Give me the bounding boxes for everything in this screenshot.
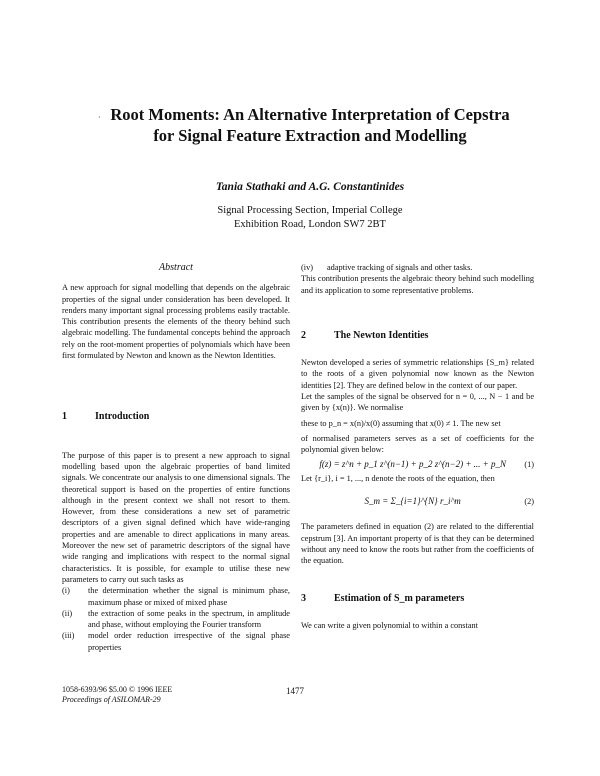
intro-title: Introduction bbox=[95, 411, 150, 423]
section-2-title: The Newton Identities bbox=[334, 329, 429, 341]
intro-closing-paragraph: This contribution presents the algebraic theory behind such modelling and its application to some representative problems. bbox=[301, 274, 534, 295]
section-2-paragraph: these to p_n = x(n)/x(0) assuming that x(0) ≠ 1. The new set bbox=[301, 418, 501, 428]
title-line-1: Root Moments: An Alternative Interpretation of Cepstra bbox=[110, 105, 510, 124]
section-2-paragraph: The parameters defined in equation (2) are related to the differential cepstrum [3]. An important property of is that they can be determined without any need to know the roots but rather from the coefficients of the equation. bbox=[301, 522, 534, 566]
equation-2 bbox=[301, 496, 534, 507]
list-item bbox=[301, 262, 534, 273]
list-item bbox=[62, 585, 290, 608]
section-2-paragraph: Let {r_i}, i = 1, ..., n denote the roots of the equation, then bbox=[301, 473, 495, 483]
list-item bbox=[62, 608, 290, 631]
stray-mark: · bbox=[98, 113, 101, 122]
paper-title bbox=[60, 104, 560, 146]
section-3-title: Estimation of S_m parameters bbox=[334, 592, 465, 604]
equation-1 bbox=[301, 459, 534, 470]
section-2-paragraph: Let the samples of the signal be observed for n = 0, ..., N − 1 and be given by {x(n)}. We normalise bbox=[301, 392, 534, 413]
list-item-text: the extraction of some peaks in the spectrum, in amplitude and phase, without employing the Fourier transform bbox=[88, 608, 290, 630]
list-item-number: (ii) bbox=[62, 608, 73, 618]
page-number: 1477 bbox=[286, 686, 304, 696]
footer bbox=[62, 685, 172, 705]
proceedings-line: Proceedings of ASILOMAR-29 bbox=[62, 695, 161, 704]
section-3-paragraph: We can write a given polynomial to within a constant bbox=[301, 620, 478, 630]
list-item-number: (iv) bbox=[301, 263, 313, 272]
right-column bbox=[301, 262, 534, 631]
equation-1-formula: f(z) = z^n + p_1 z^(n−1) + p_2 z^(n−2) + ... + p_N bbox=[319, 458, 506, 469]
list-item-number: (iii) bbox=[62, 631, 75, 641]
list-item-text: adaptive tracking of signals and other tasks. bbox=[327, 263, 473, 272]
affiliation-line-2: Exhibition Road, London SW7 2BT bbox=[234, 219, 386, 230]
equation-1-label: (1) bbox=[524, 459, 534, 469]
title-line-2: for Signal Feature Extraction and Modelling bbox=[153, 126, 467, 145]
list-item-text: the determination whether the signal is minimum phase, maximum phase or mixed of mixed phase bbox=[88, 586, 290, 607]
section-3-number: 3 bbox=[301, 592, 306, 604]
copyright-line: 1058-6393/96 $5.00 © 1996 IEEE bbox=[62, 685, 173, 694]
list-item-number: (i) bbox=[62, 586, 70, 596]
abstract-text: A new approach for signal modelling that depends on the algebraic properties of the signal under consideration has been developed. It renders many important signal processing problems easily tractable. This contribution presents the elements of the theory behind such algebraic modelling. The fundamental concepts behind the approach rely on the root-moment properties of polynomials which have been first formulated by Newton and known as the Newton Identities. bbox=[62, 283, 290, 361]
section-2-number: 2 bbox=[301, 329, 306, 341]
authors: Tania Stathaki and A.G. Constantinides bbox=[215, 181, 405, 193]
affiliation-line-1: Signal Processing Section, Imperial College bbox=[217, 205, 403, 216]
list-item bbox=[62, 630, 290, 653]
affiliation bbox=[60, 204, 560, 232]
left-column bbox=[62, 262, 290, 653]
intro-text: The purpose of this paper is to present a new approach to signal modelling based upon the algebraic properties of band limited signals. We concentrate our analysis to one dimensional signals. The theoretical support is based on the properties of entire functions although in the present context we shall not resort to them. However, from these considerations a new set of parametric descriptors of a given signal defined which have wide-ranging properties and are amenable to direct applications in many areas. Moreover the new set of parametric descriptors of the signal have wide ranging and implications with respect to the normal signal characteristics. It is possible, for example to utilise these new parameters to carry out such tasks as bbox=[62, 450, 290, 584]
section-2-paragraph: Newton developed a series of symmetric relationships {S_m} related to the roots of a given polynomial now known as the Newton identities [2]. They are defined below in the context of our paper. bbox=[301, 358, 534, 390]
equation-2-formula: S_m = Σ_{i=1}^{N} r_i^m bbox=[364, 496, 461, 507]
abstract-heading: Abstract bbox=[159, 262, 193, 273]
intro-heading bbox=[62, 411, 290, 422]
section-3-heading bbox=[301, 593, 534, 604]
intro-number: 1 bbox=[62, 411, 67, 423]
section-2-paragraph: of normalised parameters serves as a set of coefficients for the polynomial given below: bbox=[301, 433, 534, 455]
section-2-heading bbox=[301, 330, 534, 341]
equation-2-label: (2) bbox=[524, 497, 534, 507]
list-item-text: model order reduction irrespective of the signal phase properties bbox=[88, 631, 290, 652]
